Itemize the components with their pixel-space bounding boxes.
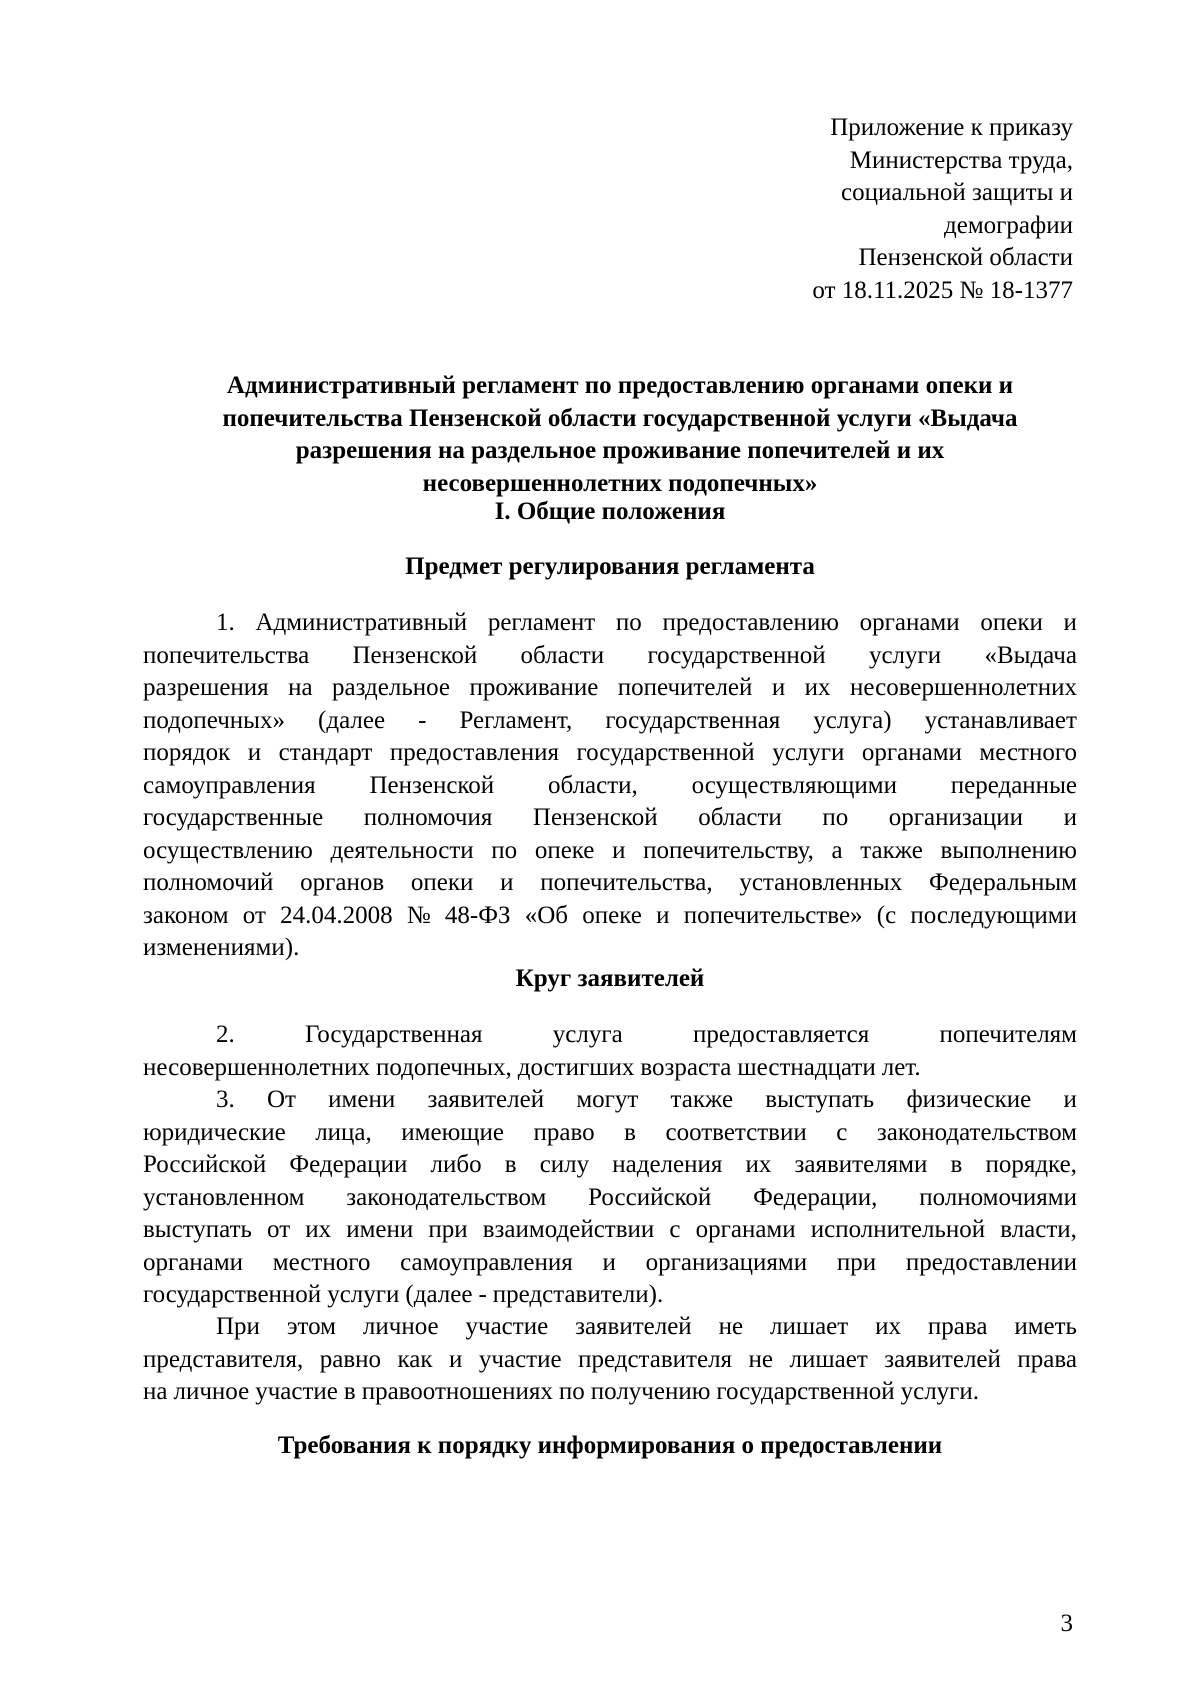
paragraph-2 <box>143 1019 1077 1084</box>
paragraph-line: установленном законодательством Российской Федерации, полномочиями <box>143 1183 1077 1211</box>
annex-line: Приложение к приказу <box>830 114 1073 141</box>
section-heading: I. Общие положения <box>494 498 726 525</box>
title-line: попечительства Пензенской области государственной услуги «Выдача <box>222 404 1018 432</box>
annex-block <box>812 112 1073 307</box>
page-number: 3 <box>1060 1610 1073 1637</box>
title-line: разрешения на раздельное проживание попечителей и их <box>295 437 945 464</box>
document-title <box>160 370 1080 500</box>
subheading-subject: Предмет регулирования регламента <box>405 553 815 580</box>
paragraph-1 <box>143 607 1077 965</box>
paragraph-line: подопечных» (далее - Регламент, государственная услуга) устанавливает <box>143 706 1077 734</box>
paragraph-line: 1. Административный регламент по предоставлению органами опеки и <box>216 609 1077 636</box>
paragraph-line: несовершеннолетних подопечных, достигших возраста шестнадцати лет. <box>143 1053 921 1081</box>
paragraph-line: органами местного самоуправления и организациями при предоставлении <box>143 1248 1077 1276</box>
paragraph-line: попечительства Пензенской области государственной услуги «Выдача <box>143 641 1077 669</box>
paragraph-line: порядок и стандарт предоставления государственной услуги органами местного <box>143 739 1077 766</box>
subheading-informing: Требования к порядку информирования о предоставлении <box>277 1432 943 1459</box>
paragraph-line: законом от 24.04.2008 № 48-ФЗ «Об опеке и попечительстве» (с последующими <box>143 901 1077 929</box>
paragraph-line: 2. Государственная услуга предоставляется попечителям <box>216 1021 1077 1048</box>
paragraph-line: самоуправления Пензенской области, осуществляющими переданные <box>143 771 1077 799</box>
paragraph-line: При этом личное участие заявителей не лишает их права иметь <box>216 1313 1077 1340</box>
paragraph-line: осуществлению деятельности по опеке и попечительству, а также выполнению <box>143 836 1077 864</box>
paragraph-line: разрешения на раздельное проживание попечителей и их несовершеннолетних <box>143 674 1077 701</box>
title-line: Административный регламент по предоставлению органами опеки и <box>226 372 1014 399</box>
annex-line: демографии <box>944 211 1073 239</box>
title-line: несовершеннолетних подопечных» <box>422 469 818 497</box>
paragraph-line: изменениями). <box>143 934 300 961</box>
annex-line: социальной защиты и <box>840 179 1073 206</box>
paragraph-line: государственные полномочия Пензенской области по организации и <box>143 804 1077 831</box>
paragraph-4 <box>143 1311 1077 1409</box>
paragraph-line: юридические лица, имеющие право в соответствии с законодательством <box>143 1118 1077 1146</box>
annex-line: Пензенской области <box>858 244 1073 271</box>
paragraph-line: полномочий органов опеки и попечительства, установленных Федеральным <box>143 869 1077 896</box>
paragraph-line: 3. От имени заявителей могут также выступать физические и <box>216 1086 1077 1113</box>
paragraph-line: государственной услуги (далее - представители). <box>143 1281 664 1308</box>
annex-line: Министерства труда, <box>849 146 1073 174</box>
paragraph-line: выступать от их имени при взаимодействии с органами исполнительной власти, <box>143 1216 1077 1243</box>
annex-line: от 18.11.2025 № 18-1377 <box>812 276 1073 304</box>
paragraph-3 <box>143 1084 1077 1312</box>
subheading-applicants: Круг заявителей <box>515 965 705 992</box>
paragraph-line: на личное участие в правоотношениях по получению государственной услуги. <box>143 1378 980 1405</box>
paragraph-line: Российской Федерации либо в силу наделения их заявителями в порядке, <box>143 1151 1077 1178</box>
paragraph-line: представителя, равно как и участие представителя не лишает заявителей права <box>143 1345 1077 1373</box>
